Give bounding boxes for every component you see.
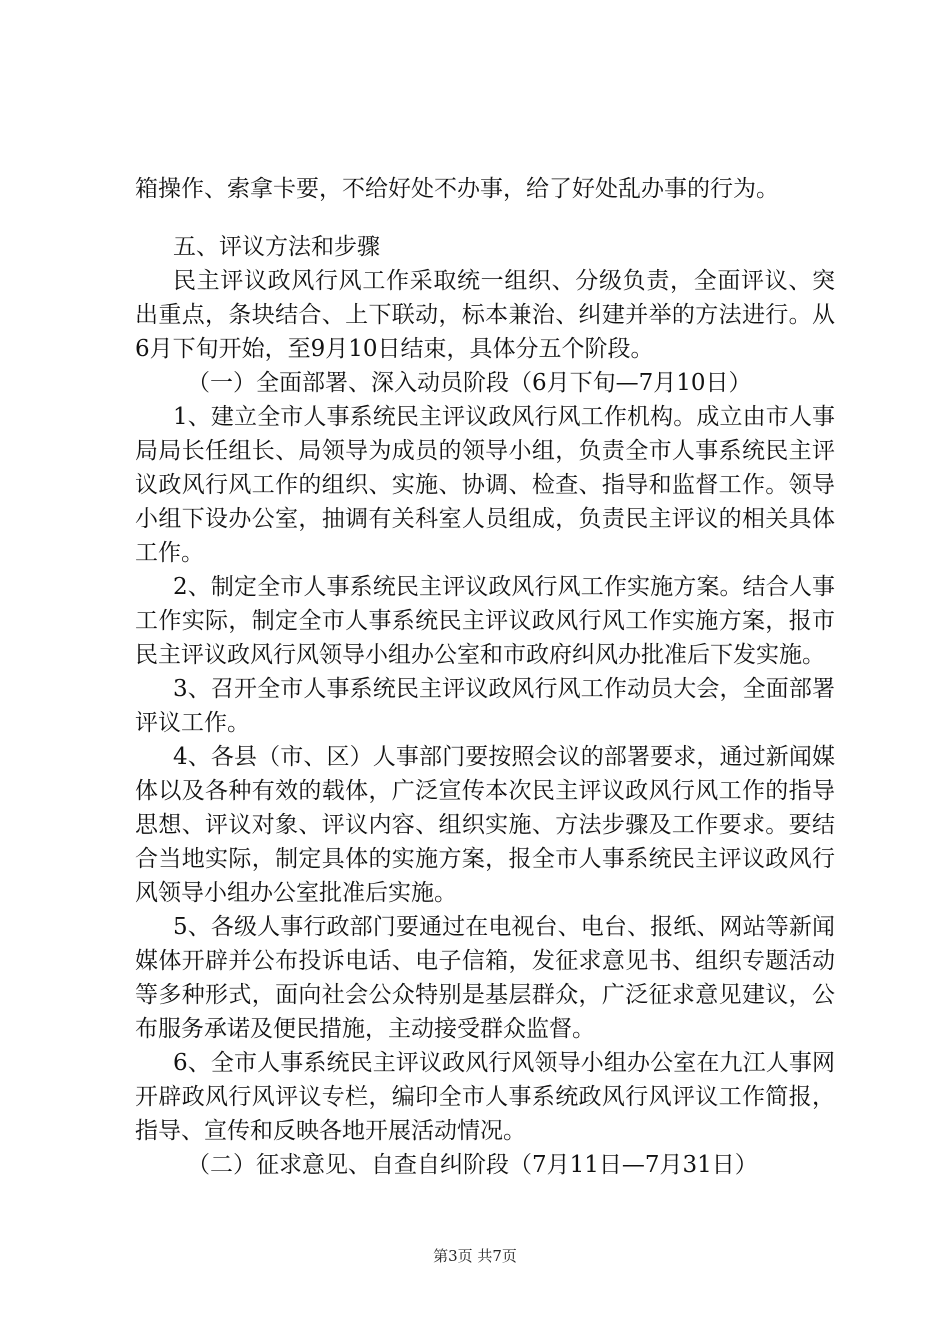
page-number: 第3页 共7页 <box>433 1247 517 1265</box>
document-body <box>135 172 835 1182</box>
stage-heading: （一）全面部署、深入动员阶段（6月下旬—7月10日） <box>187 370 752 396</box>
paragraph: 2、制定全市人事系统民主评议政风行风工作实施方案。结合人事工作实际，制定全市人事系统民主评议政风行风工作实施方案，报市民主评议政风行风领导小组办公室和市政府纠风办批准后下发实施。 <box>135 574 835 668</box>
paragraph: 3、召开全市人事系统民主评议政风行风工作动员大会，全面部署评议工作。 <box>135 676 835 736</box>
paragraph-continuation: 箱操作、索拿卡要，不给好处不办事，给了好处乱办事的行为。 <box>135 176 779 202</box>
stage-heading: （二）征求意见、自查自纠阶段（7月11日—7月31日） <box>187 1152 758 1178</box>
paragraph: 5、各级人事行政部门要通过在电视台、电台、报纸、网站等新闻媒体开辟并公布投诉电话、电子信箱，发征求意见书、组织专题活动等多种形式，面向社会公众特别是基层群众，广泛征求意见建议，公布服务承诺及便民措施，主动接受群众监督。 <box>135 914 835 1042</box>
paragraph: 1、建立全市人事系统民主评议政风行风工作机构。成立由市人事局局长任组长、局领导为成员的领导小组，负责全市人事系统民主评议政风行风工作的组织、实施、协调、检查、指导和监督工作。领导小组下设办公室，抽调有关科室人员组成，负责民主评议的相关具体工作。 <box>135 404 835 566</box>
paragraph: 6、全市人事系统民主评议政风行风领导小组办公室在九江人事网开辟政风行风评议专栏，编印全市人事系统政风行风评议工作简报，指导、宣传和反映各地开展活动情况。 <box>135 1050 835 1144</box>
paragraph: 民主评议政风行风工作采取统一组织、分级负责，全面评议、突出重点，条块结合、上下联动，标本兼治、纠建并举的方法进行。从6月下旬开始，至9月10日结束，具体分五个阶段。 <box>135 268 835 362</box>
paragraph: 4、各县（市、区）人事部门要按照会议的部署要求，通过新闻媒体以及各种有效的载体，广泛宣传本次民主评议政风行风工作的指导思想、评议对象、评议内容、组织实施、方法步骤及工作要求。要结合当地实际，制定具体的实施方案，报全市人事系统民主评议政风行风领导小组办公室批准后实施。 <box>135 744 835 906</box>
section-heading: 五、评议方法和步骤 <box>173 234 380 260</box>
